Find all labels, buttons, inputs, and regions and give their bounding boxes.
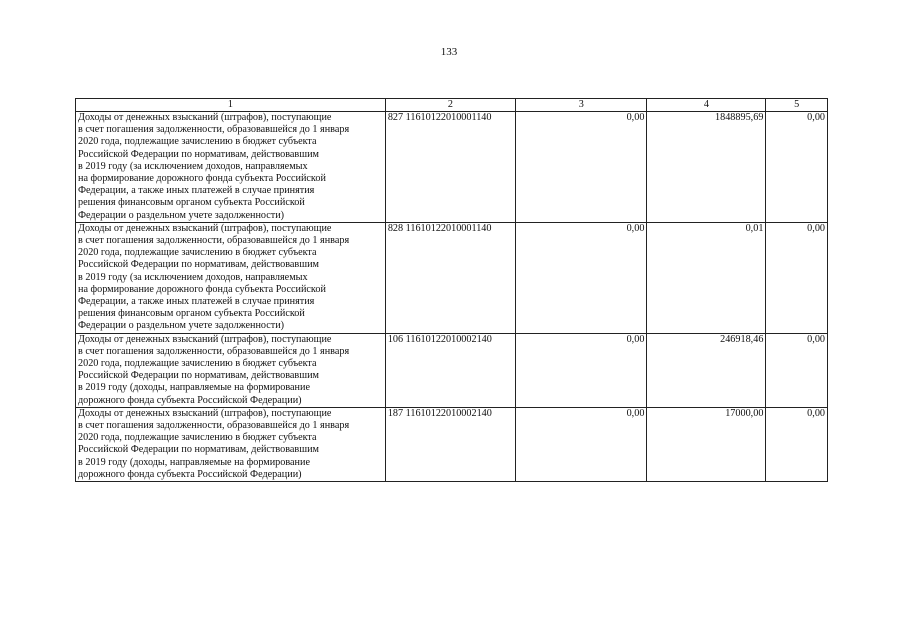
table-row [76,222,828,333]
row-value-col3: 0,00 [516,407,647,481]
table-header [76,99,828,112]
row-description: Доходы от денежных взысканий (штрафов), поступающие в счет погашения задолженности, образовавшейся до 1 января 2020 года, подлежащие зачислению в бюджет субъекта Российской Федерации по нормативам, действовавшим в 2019 году (за исключением доходов, направляемых на формирование дорожного фонда субъекта Российской Федерации, а также иных платежей в случае принятия решения финансовым органом субъекта Российской Федерации о раздельном учете задолженности) [76,222,386,333]
row-value-col3: 0,00 [516,333,647,407]
table-row [76,112,828,223]
row-budget-code: 827 11610122010001140 [385,112,515,223]
row-value-col3: 0,00 [516,222,647,333]
header-cell-5: 5 [766,99,828,112]
header-cell-1: 1 [76,99,386,112]
header-cell-2: 2 [385,99,515,112]
row-budget-code: 106 11610122010002140 [385,333,515,407]
header-cell-4: 4 [647,99,766,112]
row-value-col4: 246918,46 [647,333,766,407]
row-value-col3: 0,00 [516,112,647,223]
row-budget-code: 187 11610122010002140 [385,407,515,481]
table-row [76,407,828,481]
row-value-col4: 17000,00 [647,407,766,481]
row-value-col5: 0,00 [766,222,828,333]
row-value-col4: 1848895,69 [647,112,766,223]
row-description: Доходы от денежных взысканий (штрафов), поступающие в счет погашения задолженности, образовавшейся до 1 января 2020 года, подлежащие зачислению в бюджет субъекта Российской Федерации по нормативам, действовавшим в 2019 году (за исключением доходов, направляемых на формирование дорожного фонда субъекта Российской Федерации, а также иных платежей в случае принятия решения финансовым органом субъекта Российской Федерации о раздельном учете задолженности) [76,112,386,223]
row-description: Доходы от денежных взысканий (штрафов), поступающие в счет погашения задолженности, образовавшейся до 1 января 2020 года, подлежащие зачислению в бюджет субъекта Российской Федерации по нормативам, действовавшим в 2019 году (доходы, направляемые на формирование дорожного фонда субъекта Российской Федерации) [76,407,386,481]
row-value-col4: 0,01 [647,222,766,333]
row-value-col5: 0,00 [766,407,828,481]
header-row [76,99,828,112]
row-budget-code: 828 11610122010001140 [385,222,515,333]
table-body [76,112,828,482]
budget-table [75,98,828,482]
table-row [76,333,828,407]
row-description: Доходы от денежных взысканий (штрафов), поступающие в счет погашения задолженности, образовавшейся до 1 января 2020 года, подлежащие зачислению в бюджет субъекта Российской Федерации по нормативам, действовавшим в 2019 году (доходы, направляемые на формирование дорожного фонда субъекта Российской Федерации) [76,333,386,407]
page-number: 133 [440,46,458,58]
row-value-col5: 0,00 [766,333,828,407]
row-value-col5: 0,00 [766,112,828,223]
header-cell-3: 3 [516,99,647,112]
